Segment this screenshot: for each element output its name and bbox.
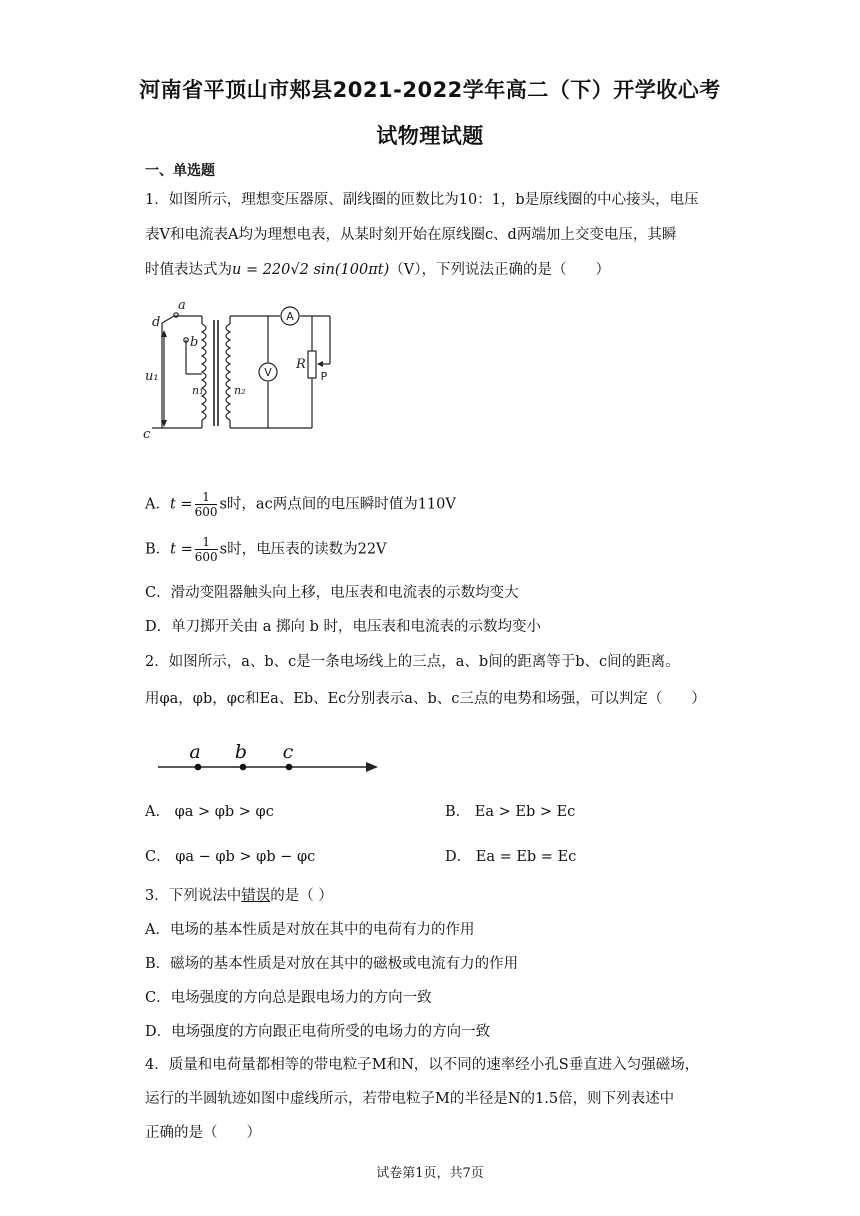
q1-option-c: C．滑动变阻器触头向上移，电压表和电流表的示数均变大 xyxy=(145,585,519,601)
q3-stem-prefix: 3．下列说法中 xyxy=(145,888,242,904)
q1-option-a-prefix: A． xyxy=(145,496,170,513)
q1-option-d: D．单刀掷开关由 a 掷向 b 时，电压表和电流表的示数均变小 xyxy=(145,619,541,635)
label-n1: n₁ xyxy=(192,384,204,397)
point-a-label: a xyxy=(189,741,201,763)
point-b-label: b xyxy=(234,741,248,763)
label-u1: u₁ xyxy=(145,369,159,384)
q1-option-a-t: t = xyxy=(169,496,193,513)
doc-title-line1: 河南省平顶山市郏县2021-2022学年高二（下）开学收心考 xyxy=(139,78,721,102)
q1-option-b-denominator: 600 xyxy=(194,550,218,564)
label-P: P xyxy=(320,370,328,383)
field-line-figure xyxy=(150,738,390,778)
q2-stem-line2: 用φa，φb，φc和Ea、Eb、Ec分别表示a、b、c三点的电势和场强，可以判定（ ） xyxy=(145,691,706,707)
q3-stem-suffix: 的是（ ） xyxy=(270,888,333,904)
q3-option-c: C．电场强度的方向总是跟电场力的方向一致 xyxy=(145,990,432,1006)
label-R: R xyxy=(296,357,306,372)
section-heading: 一、单选题 xyxy=(145,163,215,179)
page-footer: 试卷第1页，共7页 xyxy=(376,1166,484,1181)
q3-option-d: D．电场强度的方向跟正电荷所受的电场力的方向一致 xyxy=(145,1024,491,1040)
q2-stem-line1: 2．如图所示，a、b、c是一条电场线上的三点，a、b间的距离等于b、c间的距离。 xyxy=(145,654,680,670)
q1-option-a xyxy=(145,490,456,519)
q2-option-b: B． Ea > Eb > Ec xyxy=(445,804,576,820)
q1-option-b xyxy=(145,535,387,564)
point-c-label: c xyxy=(282,741,294,763)
q1-option-a-fraction xyxy=(195,490,218,519)
transformer-circuit-figure xyxy=(140,296,340,444)
label-d: d xyxy=(152,315,161,330)
q2-option-c: C． φa − φb > φb − φc xyxy=(145,849,316,865)
label-n2: n₂ xyxy=(234,384,246,397)
q1-option-a-text: s时，ac两点间的电压瞬时值为110V xyxy=(219,496,456,513)
doc-title-line2: 试物理试题 xyxy=(376,124,484,148)
q4-stem-line3: 正确的是（ ） xyxy=(145,1125,261,1141)
q1-option-b-prefix: B． xyxy=(145,541,171,558)
q1-stem-line3 xyxy=(145,258,610,279)
label-a: a xyxy=(178,298,186,313)
ammeter-label: A xyxy=(286,310,294,323)
q1-voltage-formula: u = 220√2 sin(100πt) xyxy=(232,262,390,278)
q2-option-d: D． Ea = Eb = Ec xyxy=(445,849,577,865)
q3-stem xyxy=(145,884,333,905)
q1-stem-suffix: （V），下列说法正确的是（ ） xyxy=(389,262,610,278)
q1-option-b-t: t = xyxy=(170,541,193,558)
q1-stem-line1: 1．如图所示，理想变压器原、副线圈的匝数比为10：1，b是原线圈的中心接头，电压 xyxy=(145,192,699,208)
q1-stem-prefix: 时值表达式为 xyxy=(145,262,232,278)
q1-option-a-denominator: 600 xyxy=(194,505,218,519)
q3-option-b: B．磁场的基本性质是对放在其中的磁极或电流有力的作用 xyxy=(145,956,519,972)
q1-option-b-numerator: 1 xyxy=(195,535,218,550)
q1-option-a-numerator: 1 xyxy=(195,490,218,505)
label-b: b xyxy=(190,335,199,350)
q1-stem-line2: 表V和电流表A均为理想电表，从某时刻开始在原线圈c、d两端加上交变电压，其瞬 xyxy=(145,227,677,243)
q2-option-a: A． φa > φb > φc xyxy=(145,804,274,820)
q3-option-a: A．电场的基本性质是对放在其中的电荷有力的作用 xyxy=(145,922,475,938)
voltmeter-label: V xyxy=(264,366,272,379)
label-c: c xyxy=(143,427,151,442)
q1-option-b-text: s时，电压表的读数为22V xyxy=(219,541,387,558)
q4-stem-line1: 4．质量和电荷量都相等的带电粒子M和N，以不同的速率经小孔S垂直进入匀强磁场， xyxy=(145,1057,700,1073)
q3-stem-emphasis: 错误 xyxy=(241,888,271,904)
q1-option-b-fraction xyxy=(195,535,218,564)
q4-stem-line2: 运行的半圆轨迹如图中虚线所示，若带电粒子M的半径是N的1.5倍，则下列表述中 xyxy=(145,1091,675,1107)
